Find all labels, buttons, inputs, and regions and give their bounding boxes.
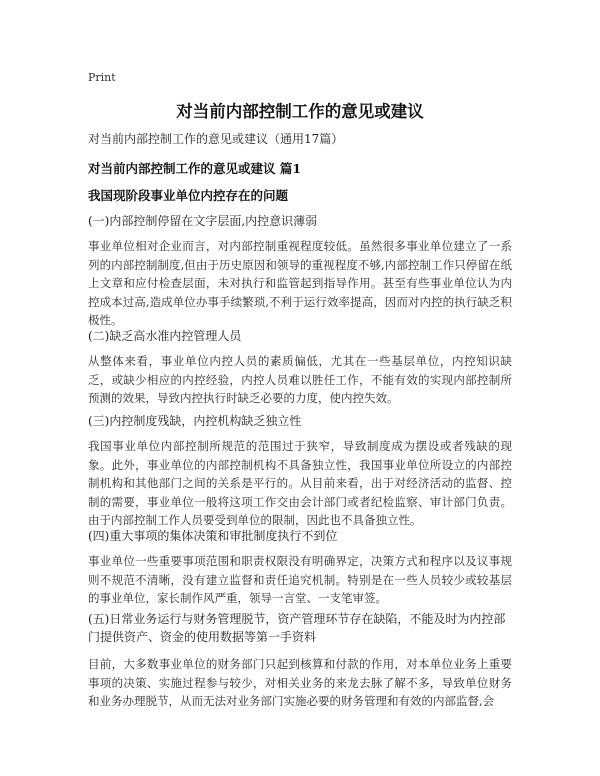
subsection-heading-2: (二)缺乏高水准内控管理人员 (88, 329, 242, 343)
subsection-body-5: 目前，大多数事业单位的财务部门只起到核算和付款的作用，对本单位业务上重要事项的决策、实施过程参与较少，对相关业务的来龙去脉了解不多，导致单位财务和业务办理脱节，从而无法对业务部门实施必要的财务管理和有效的内部监督,会 (88, 657, 512, 708)
document-title: 对当前内部控制工作的意见或建议 (176, 102, 424, 121)
subsection-body-4: 事业单位一些重要事项范围和职责权限没有明确界定，决策方式和程序以及议事规则不规范不清晰，没有建立监督和责任追究机制。特别是在一些人员较少或较基层的事业单位，家长制作风严重，领导一言堂、一支笔审签。 (88, 554, 512, 605)
subsection-body-2: 从整体来看，事业单位内控人员的素质偏低，尤其在一些基层单位，内控知识缺乏，或缺少相应的内控经验，内控人员难以胜任工作，不能有效的实现内部控制所预测的效果，导致内控执行时缺乏必要的力度，使内控失效。 (88, 354, 512, 405)
subsection-heading-4: (四)重大事项的集体决策和审批制度执行不到位 (88, 529, 338, 543)
subsection-heading-3: (三)内控制度残缺，内控机构缺乏独立性 (88, 414, 302, 428)
subsection-heading-5: (五)日常业务运行与财务管理脱节，资产管理环节存在缺陷，不能及时为内控部门提供资产、资金的使用数据等第一手资料 (88, 612, 506, 644)
subsection-body-1: 事业单位相对企业而言，对内部控制重视程度较低。虽然很多事业单位建立了一系列的内部控制制度,但由于历史原因和领导的重视程度不够,内部控制工作只停留在纸上文章和应付检查层面，未对执行和监管起到指导作用。甚至有些事业单位认为内控成本过高,造成单位办事手续繁琐,不利于运行效率提高，因而对内控的执行缺乏积极性。 (88, 239, 512, 327)
subsection-heading-1: (一)内部控制停留在文字层面,内控意识薄弱 (88, 214, 318, 228)
article-heading: 对当前内部控制工作的意见或建议 篇1 (88, 161, 302, 176)
subsection-body-3: 我国事业单位内部控制所规范的范围过于狭窄，导致制度成为摆设或者残缺的现象。此外，事业单位的内部控制机构不具备独立性，我国事业单位所设立的内部控制机构和其他部门之间的关系是平行的。从目前来看，出于对经济活动的监督、控制的需要，事业单位一般将这项工作交由会计部门或者纪检监察、审计部门负责。由于内部控制工作人员要受到单位的限制，因此也不具备独立性。 (88, 439, 512, 527)
document-subtitle: 对当前内部控制工作的意见或建议（通用17篇） (88, 132, 344, 146)
section-heading: 我国现阶段事业单位内控存在的问题 (88, 188, 289, 203)
print-link[interactable]: Print (88, 71, 116, 84)
